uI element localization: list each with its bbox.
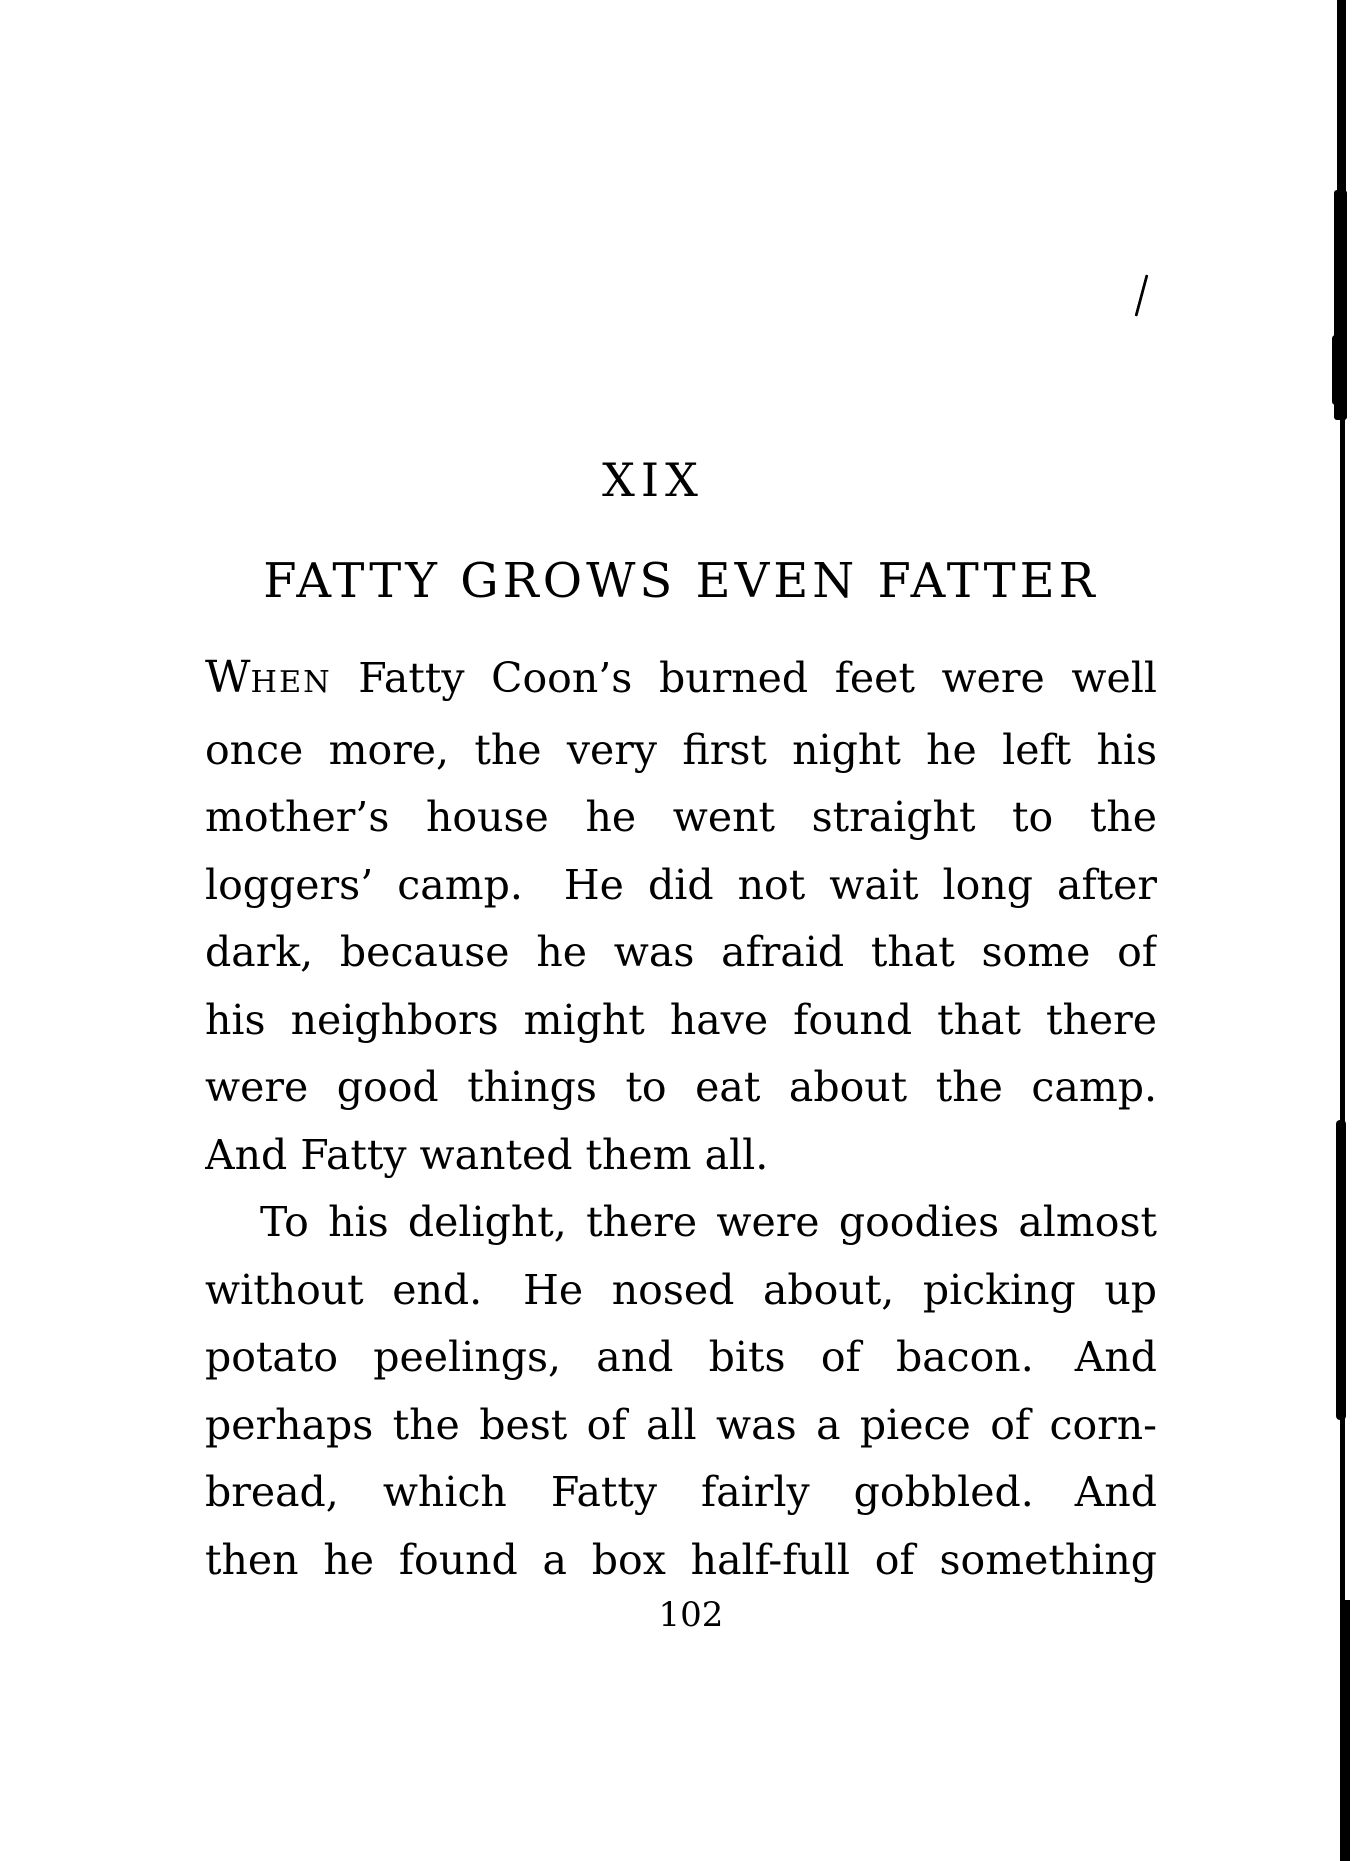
body-line: perhaps the best of all was a piece of corn- <box>205 1400 1157 1449</box>
gutter-line-segment <box>1341 600 1345 1030</box>
body-line: his neighbors might have found that there <box>205 995 1157 1044</box>
body-line: dark, because he was afraid that some of <box>205 928 1157 976</box>
drop-initial: W <box>205 652 251 703</box>
body-line: potato peelings, and bits of bacon. And <box>205 1333 1157 1381</box>
gutter-line-segment <box>1332 335 1339 405</box>
small-caps-opener: HEN <box>250 665 332 700</box>
body-line-text: Fatty Coon’s burned feet were well <box>331 654 1157 702</box>
body-line: without end. He nosed about, picking up <box>205 1265 1157 1314</box>
page-number: 102 <box>658 1595 724 1635</box>
chapter-number: XIX <box>602 453 704 507</box>
body-line <box>205 644 1157 717</box>
gutter-line-segment <box>1340 0 1345 1861</box>
body-line: loggers’ camp. He did not wait long after <box>205 860 1157 909</box>
gutter-line-segment <box>1337 0 1346 210</box>
body-line: mother’s house he went straight to the <box>205 793 1157 841</box>
gutter-line-segment <box>1334 190 1347 420</box>
gutter-line-segment <box>1336 1120 1346 1420</box>
body-line: were good things to eat about the camp. <box>205 1063 1157 1111</box>
body-line: then he found a box half-full of something <box>205 1535 1157 1584</box>
body-line: once more, the very first night he left his <box>205 725 1157 774</box>
chapter-title: FATTY GROWS EVEN FATTER <box>263 553 1099 609</box>
body-text <box>205 644 1157 1594</box>
body-line: bread, which Fatty fairly gobbled. And <box>205 1468 1157 1516</box>
stray-slash-mark <box>1134 274 1148 316</box>
body-line: And Fatty wanted them all. <box>205 1130 769 1179</box>
gutter-line-segment <box>1340 1600 1350 1861</box>
body-line: To his delight, there were goodies almost <box>260 1198 1157 1246</box>
